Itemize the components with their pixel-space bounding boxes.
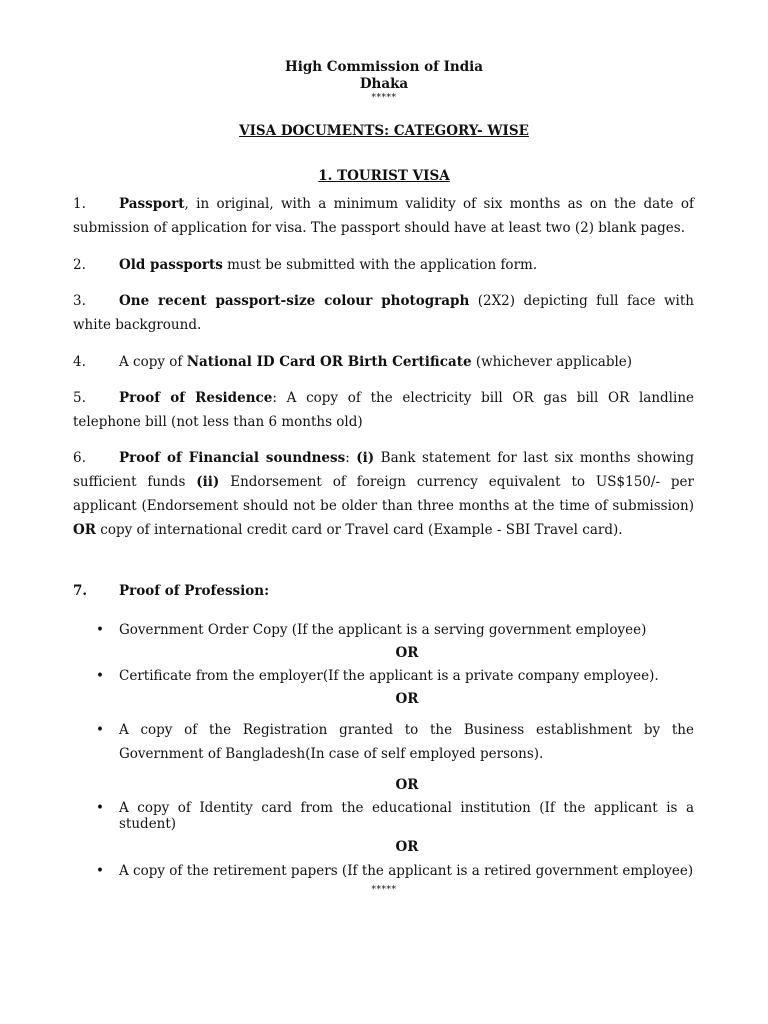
or-separator: OR [395, 777, 419, 793]
item-number: 1. [73, 196, 86, 212]
list-item-text: Government Order Copy (If the applicant is a serving government employee) [119, 622, 647, 638]
item-heading: Proof of Profession: [119, 583, 270, 599]
item-text: , in original, with a minimum validity of six months as on the date of submission of application for visa. The passport should have at least two (2) blank pages. [73, 196, 694, 236]
list-item [96, 618, 694, 642]
list-item [96, 664, 694, 688]
item-photograph [73, 289, 694, 337]
header-city: Dhaka [359, 76, 409, 92]
item-heading: Old passports [119, 257, 223, 273]
list-item-text: A copy of Identity card from the educational institution (If the applicant is a student) [119, 800, 694, 832]
list-item [96, 800, 694, 832]
item-number: 4. [73, 354, 86, 370]
item-text: Endorsement of foreign currency equivalent to US$150/- per applicant (Endorsement should not be older than three months at the time of submission) [73, 474, 694, 514]
item-text: must be submitted with the application form. [222, 257, 538, 273]
list-item [96, 859, 694, 883]
section-title: 1. TOURIST VISA [318, 168, 450, 184]
document-title: VISA DOCUMENTS: CATEGORY- WISE [239, 123, 529, 139]
bullet-icon: • [96, 622, 104, 638]
item-heading: One recent passport-size colour photograph [119, 293, 470, 309]
item-number: 6. [73, 450, 86, 466]
bullet-icon: • [96, 800, 104, 816]
or-separator: OR [395, 645, 419, 661]
item-text: Bank statement for last six months showing sufficient funds [73, 450, 694, 490]
item-profession [73, 579, 694, 603]
item-heading: National ID Card OR Birth Certificate [186, 354, 472, 370]
list-item-text: A copy of the retirement papers (If the applicant is a retired government employee) [119, 863, 694, 879]
or-separator: OR [395, 839, 419, 855]
item-text: : A copy of the electricity bill OR gas bill OR landline telephone bill (not less than 6 months old) [73, 390, 695, 430]
item-text: (whichever applicable) [471, 354, 633, 370]
item-marker: (i) [356, 450, 375, 466]
end-stars: ***** [371, 885, 397, 895]
item-text: : [345, 450, 357, 466]
bullet-icon: • [96, 863, 104, 879]
item-text: (2X2) depicting full face with white background. [73, 293, 694, 333]
bullet-icon: • [96, 722, 104, 738]
list-item-text: Certificate from the employer(If the applicant is a private company employee). [119, 668, 659, 684]
item-number: 3. [73, 293, 86, 309]
header-title: High Commission of India [284, 59, 484, 75]
list-item-text: A copy of the Registration granted to the Business establishment by the Government of Bangladesh(In case of self employed persons). [119, 722, 694, 762]
item-national-id [73, 350, 694, 374]
item-prefix: A copy of [119, 354, 187, 370]
item-text: copy of international credit card or Travel card (Example - SBI Travel card). [95, 522, 623, 538]
item-number: 5. [73, 390, 86, 406]
item-old-passports [73, 253, 694, 277]
header-stars: ***** [371, 93, 397, 103]
item-number: 2. [73, 257, 86, 273]
item-marker: OR [73, 522, 96, 538]
item-number: 7. [73, 583, 88, 599]
list-item [96, 718, 694, 766]
item-marker: (ii) [196, 474, 220, 490]
or-separator: OR [395, 691, 419, 707]
item-heading: Proof of Residence [119, 390, 273, 406]
item-passport [73, 192, 694, 240]
item-heading: Proof of Financial soundness [119, 450, 346, 466]
item-heading: Passport [119, 196, 185, 212]
item-financial [73, 446, 694, 542]
item-residence [73, 386, 694, 434]
bullet-icon: • [96, 668, 104, 684]
